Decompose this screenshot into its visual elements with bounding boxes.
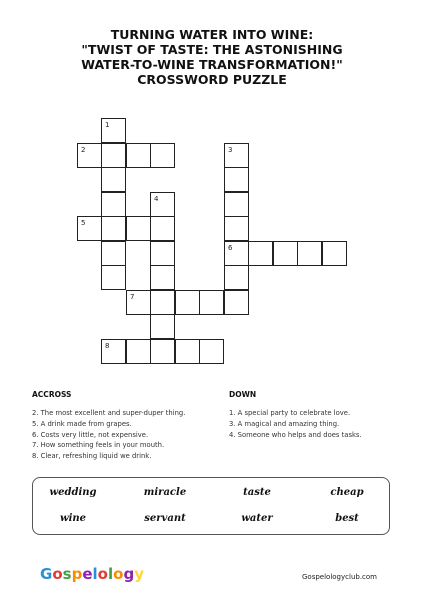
grid-cell[interactable] [150,314,175,339]
logo-letter: y [134,565,144,583]
clue-number-5: 5 [81,219,86,227]
word-bank-item: taste [243,487,271,498]
grid-cell[interactable] [150,265,175,290]
grid-cell[interactable] [126,143,151,168]
grid-cell[interactable] [101,167,126,192]
across-clue: 6. Costs very little, not expensive. [32,430,149,439]
gospelology-logo [40,565,144,583]
clue-number-6: 6 [228,244,233,252]
logo-letter: p [71,565,83,583]
grid-cell[interactable] [150,143,175,168]
grid-cell[interactable] [150,216,175,241]
down-heading: DOWN [229,390,257,399]
grid-cell[interactable] [101,143,126,168]
logo-letter: l [107,565,114,583]
word-bank-item: servant [144,513,186,524]
title-line-4: CROSSWORD PUZZLE [137,72,287,87]
across-clue: 8. Clear, refreshing liquid we drink. [32,452,152,461]
clue-number-1: 1 [105,121,110,129]
grid-cell[interactable] [150,192,175,217]
across-clue: 7. How something feels in your mouth. [32,441,165,450]
logo-letter: e [82,565,93,583]
grid-cell[interactable] [224,265,249,290]
grid-cell[interactable] [175,290,200,315]
grid-cell[interactable] [77,216,102,241]
grid-cell[interactable] [248,241,273,266]
grid-cell[interactable] [199,339,224,364]
grid-cell[interactable] [224,216,249,241]
clue-number-8: 8 [105,342,110,350]
logo-letter: G [40,565,53,583]
grid-cell[interactable] [224,241,249,266]
website-link[interactable]: Gospelologyclub.com [302,573,377,581]
grid-cell[interactable] [101,265,126,290]
grid-cell[interactable] [224,290,249,315]
word-bank-item: best [335,513,359,524]
grid-cell[interactable] [101,118,126,143]
down-clue: 1. A special party to celebrate love. [229,409,351,417]
down-clue: 3. A magical and amazing thing. [229,419,340,428]
title-line-1: TURNING WATER INTO WINE: [110,27,314,42]
down-clue-list [229,408,362,440]
word-bank-item: water [241,513,273,524]
grid-cell[interactable] [101,241,126,266]
down-clue: 4. Someone who helps and does tasks. [229,430,362,439]
clue-number-2: 2 [81,146,86,154]
grid-cell[interactable] [199,290,224,315]
clue-number-3: 3 [228,146,233,154]
logo-letter: l [92,565,98,583]
word-bank-item: wedding [49,487,97,498]
title-line-3: WATER-TO-WINE TRANSFORMATION!" [81,57,343,72]
grid-cell[interactable] [224,167,249,192]
grid-cell[interactable] [273,241,298,266]
across-clue: 5. A drink made from grapes. [32,419,132,428]
grid-cell[interactable] [224,192,249,217]
grid-cell[interactable] [101,339,126,364]
grid-cell[interactable] [224,143,249,168]
logo-letter: o [52,565,63,583]
logo-letter: s [62,565,72,583]
title-line-2: "TWIST OF TASTE: THE ASTONISHING [81,42,343,57]
clue-number-7: 7 [130,293,135,301]
grid-cell[interactable] [126,339,151,364]
grid-cell[interactable] [297,241,322,266]
grid-cell[interactable] [101,216,126,241]
logo-letter: g [123,565,135,583]
word-bank [32,477,390,535]
grid-cell[interactable] [150,339,175,364]
grid-cell[interactable] [77,143,102,168]
clue-number-4: 4 [154,195,159,203]
grid-cell[interactable] [150,241,175,266]
word-bank-item: miracle [143,487,187,498]
word-bank-item: cheap [330,487,364,498]
grid-cell[interactable] [175,339,200,364]
across-clue-list [32,408,185,462]
word-bank-item: wine [59,513,87,524]
across-clue: 2. The most excellent and super-duper thing. [32,409,186,417]
grid-cell[interactable] [150,290,175,315]
grid-cell[interactable] [126,290,151,315]
across-heading: ACCROSS [32,390,72,399]
grid-cell[interactable] [101,192,126,217]
grid-cell[interactable] [322,241,347,266]
logo-letter: o [113,565,124,583]
grid-cell[interactable] [126,216,151,241]
logo-letter: o [97,565,108,583]
